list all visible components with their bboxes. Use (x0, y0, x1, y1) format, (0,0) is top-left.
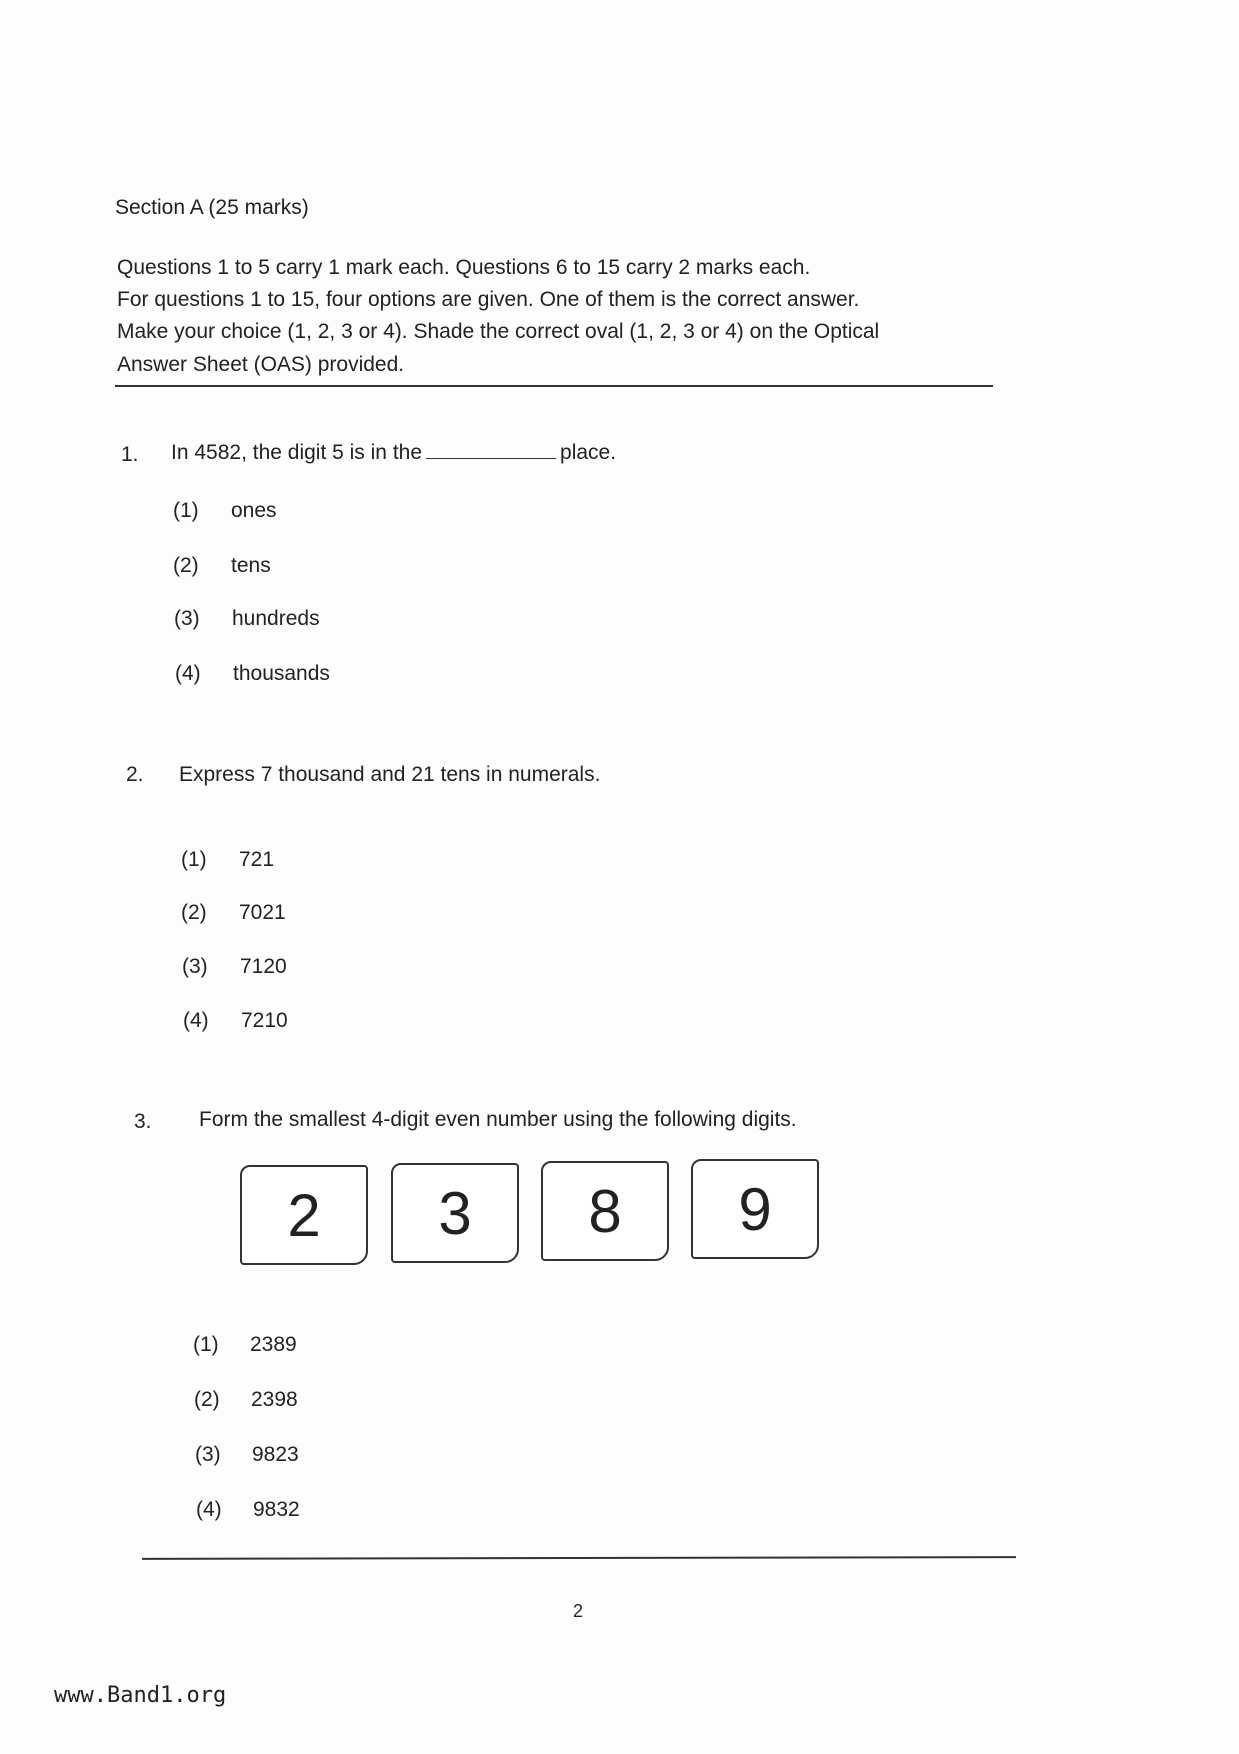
question-text: Form the smallest 4-digit even number using the following digits. (199, 1108, 797, 1131)
digit-card: 3 (391, 1163, 519, 1263)
section-title: Section A (25 marks) (115, 196, 309, 219)
option-text: 9832 (253, 1498, 300, 1521)
option-text: 2398 (251, 1388, 298, 1411)
bottom-divider (142, 1556, 1016, 1560)
question-text: Express 7 thousand and 21 tens in numerals. (179, 763, 601, 786)
option-label: (1) (173, 499, 199, 522)
digit-card: 2 (240, 1165, 368, 1265)
option-label: (4) (183, 1009, 209, 1032)
instruction-line: For questions 1 to 15, four options are given. One of them is the correct answer. (117, 288, 860, 311)
divider (115, 385, 993, 387)
question-number: 1. (121, 443, 139, 466)
question-number: 2. (126, 763, 144, 786)
option-text: 2389 (250, 1333, 297, 1356)
option-text: 9823 (252, 1443, 299, 1466)
digit-card: 8 (541, 1161, 669, 1261)
option-text: hundreds (232, 607, 320, 630)
option-text: tens (231, 554, 271, 577)
option-text: 7021 (239, 901, 286, 924)
option-label: (2) (173, 554, 199, 577)
option-label: (2) (181, 901, 207, 924)
footer-watermark: www.Band1.org (54, 1683, 227, 1708)
option-label: (2) (194, 1388, 220, 1411)
option-text: thousands (233, 662, 330, 685)
option-text: 721 (239, 848, 275, 871)
page-number: 2 (573, 1601, 584, 1621)
option-label: (3) (174, 607, 200, 630)
option-label: (4) (196, 1498, 222, 1521)
instruction-line: Questions 1 to 5 carry 1 mark each. Questions 6 to 15 carry 2 marks each. (117, 256, 811, 279)
option-text: 7120 (240, 955, 287, 978)
digit-card: 9 (691, 1159, 819, 1259)
instruction-line: Make your choice (1, 2, 3 or 4). Shade the correct oval (1, 2, 3 or 4) on the Optical (117, 320, 880, 343)
question-text (171, 441, 616, 465)
option-label: (4) (175, 662, 201, 685)
option-text: 7210 (241, 1009, 288, 1032)
option-label: (1) (193, 1333, 219, 1356)
option-label: (3) (195, 1443, 221, 1466)
question-number: 3. (134, 1110, 152, 1133)
instruction-line: Answer Sheet (OAS) provided. (117, 353, 405, 376)
option-label: (1) (181, 848, 207, 871)
option-text: ones (231, 499, 277, 522)
option-label: (3) (182, 955, 208, 978)
question-text-before: In 4582, the digit 5 is in the (171, 441, 423, 464)
answer-blank (426, 458, 556, 459)
question-text-after: place. (560, 441, 617, 464)
